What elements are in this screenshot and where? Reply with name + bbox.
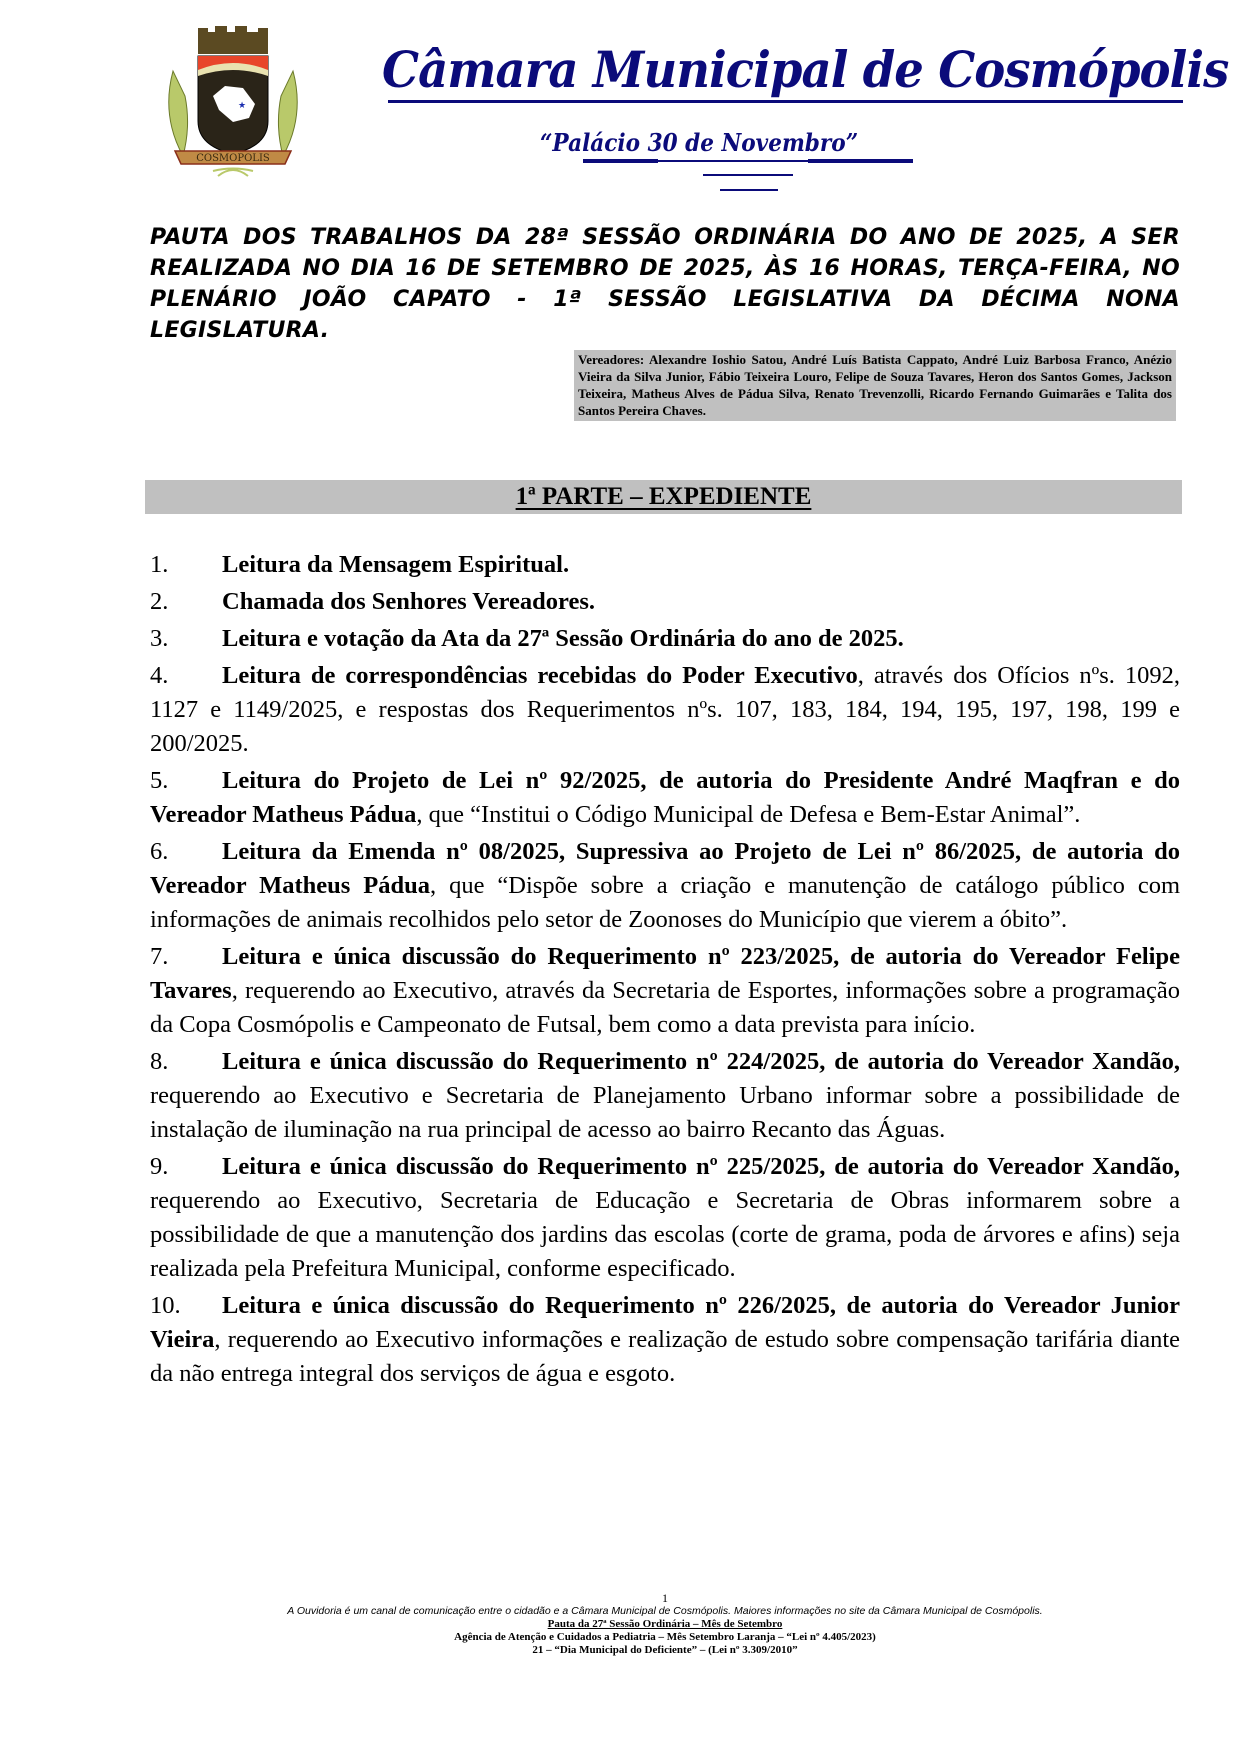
agenda-item: [150, 622, 1180, 656]
item-number: 9.: [150, 1153, 169, 1180]
footer-pauta: Pauta da 27ª Sessão Ordinária – Mês de Setembro: [547, 1618, 783, 1630]
subtitle-rule: [808, 159, 913, 163]
item-title: Leitura da Mensagem Espiritual.: [222, 551, 570, 578]
item-title: Leitura e única discussão do Requerimento nº 225/2025, de autoria do Vereador Xandão,: [222, 1153, 1180, 1180]
item-number: 10.: [150, 1292, 181, 1319]
palace-subtitle: “Palácio 30 de Novembro”: [540, 128, 859, 157]
footer-awareness-line: Agência de Atenção e Cuidados a Pediatria – Mês Setembro Laranja – “Lei nº 4.405/2023): [454, 1631, 876, 1643]
item-number: 2.: [150, 588, 169, 615]
svg-text:COSMOPOLIS: COSMOPOLIS: [196, 153, 270, 164]
subtitle-rule: [658, 160, 808, 162]
decorative-rule: [703, 174, 793, 176]
item-detail: requerendo ao Executivo, Secretaria de Educação e Secretaria de Obras informarem sobre a possibilidade de que a manutenção dos jardins das escolas (corte de grama, poda de árvores e afins) seja realizada pela Prefeitura Municipal, conforme especificado.: [150, 1187, 1180, 1282]
item-title: Leitura da Emenda nº 08/2025, Supressiva ao Projeto de Lei nº 86/2025, de autoria do Vereador Matheus Pádua: [150, 838, 1180, 899]
subtitle-rule: [583, 159, 658, 163]
item-number: 7.: [150, 943, 169, 970]
coat-of-arms-icon: [163, 26, 303, 186]
agenda-item: [150, 659, 1180, 761]
item-title: Leitura de correspondências recebidas do Poder Executivo: [222, 662, 858, 689]
item-detail: , através dos Ofícios nºs. 1092, 1127 e 1149/2025, e respostas dos Requerimentos nºs. 107, 183, 184, 194, 195, 197, 198, 199 e 200/2025.: [150, 662, 1180, 757]
item-title: Leitura e votação da Ata da 27ª Sessão Ordinária do ano de 2025.: [222, 625, 904, 652]
agenda-item: [150, 764, 1180, 832]
item-title: Leitura do Projeto de Lei nº 92/2025, de autoria do Presidente André Maqfran e do Vereador Matheus Pádua: [150, 767, 1180, 828]
item-number: 8.: [150, 1048, 169, 1075]
item-title: Chamada dos Senhores Vereadores.: [222, 588, 596, 615]
item-number: 6.: [150, 838, 169, 865]
svg-text:★: ★: [238, 101, 247, 111]
agenda-item: [150, 835, 1180, 937]
session-agenda-heading: PAUTA DOS TRABALHOS DA 28ª SESSÃO ORDINÁRIA DO ANO DE 2025, A SER REALIZADA NO DIA 16 DE SETEMBRO DE 2025, ÀS 16 HORAS, TERÇA-FEIRA, NO PLENÁRIO JOÃO CAPATO - 1ª SESSÃO LEGISLATIVA DA DÉCIMA NONA LEGISLATURA.: [150, 225, 1180, 343]
section-band: [145, 480, 1182, 514]
agenda-item: [150, 548, 1180, 582]
item-detail: requerendo ao Executivo e Secretaria de Planejamento Urbano informar sobre a possibilidade de instalação de iluminação na rua principal de acesso ao bairro Recanto das Águas.: [150, 1082, 1180, 1143]
council-members-box: Vereadores: Alexandre Ioshio Satou, André Luís Batista Cappato, André Luiz Barbosa Franco, Anézio Vieira da Silva Junior, Fábio Teixeira Louro, Felipe de Souza Tavares, Heron dos Santos Gomes, Jackson Teixeira, Matheus Alves de Pádua Silva, Renato Trevenzolli, Ricardo Fernando Guimarães e Talita dos Santos Pereira Chaves.: [574, 350, 1176, 421]
page-number: 1: [662, 1591, 668, 1605]
title-underline: [388, 100, 1183, 103]
item-detail: , que “Dispõe sobre a criação e manutenção de catálogo público com informações de animais recolhidos pelo setor de Zoonoses do Município que vierem a óbito”.: [150, 872, 1181, 933]
item-detail: , que “Institui o Código Municipal de Defesa e Bem-Estar Animal”.: [416, 801, 1081, 828]
institution-title: Câmara Municipal de Cosmópolis: [382, 40, 1229, 99]
section-title: 1ª PARTE – EXPEDIENTE: [515, 483, 812, 510]
agenda-item: [150, 1289, 1180, 1391]
item-number: 3.: [150, 625, 169, 652]
agenda-item: [150, 940, 1180, 1042]
item-number: 1.: [150, 551, 169, 578]
agenda-item: [150, 1150, 1180, 1286]
item-title: Leitura e única discussão do Requerimento nº 224/2025, de autoria do Vereador Xandão,: [222, 1048, 1180, 1075]
agenda-item: [150, 1045, 1180, 1147]
ouvidoria-note: A Ouvidoria é um canal de comunicação entre o cidadão e a Câmara Municipal de Cosmópolis. Maiores informações no site da Câmara Municipal de Cosmópolis.: [287, 1605, 1043, 1617]
item-number: 4.: [150, 662, 169, 689]
item-title: Leitura e única discussão do Requerimento nº 226/2025, de autoria do Vereador Junior Vieira: [150, 1292, 1180, 1353]
item-detail: , requerendo ao Executivo, através da Secretaria de Esportes, informações sobre a programação da Copa Cosmópolis e Campeonato de Futsal, bem como a data prevista para início.: [150, 977, 1180, 1038]
agenda-item: [150, 585, 1180, 619]
item-detail: , requerendo ao Executivo informações e realização de estudo sobre compensação tarifária diante da não entrega integral dos serviços de água e esgoto.: [150, 1326, 1180, 1387]
item-number: 5.: [150, 767, 169, 794]
agenda-list: [150, 548, 1180, 1394]
page-footer: [150, 1592, 1180, 1657]
municipal-coat-of-arms: [163, 26, 303, 186]
footer-awareness-line: 21 – “Dia Municipal do Deficiente” – (Lei nº 3.309/2010”: [532, 1644, 798, 1656]
item-title: Leitura e única discussão do Requerimento nº 223/2025, de autoria do Vereador Felipe Tavares: [150, 943, 1180, 1004]
decorative-rule: [720, 189, 778, 191]
